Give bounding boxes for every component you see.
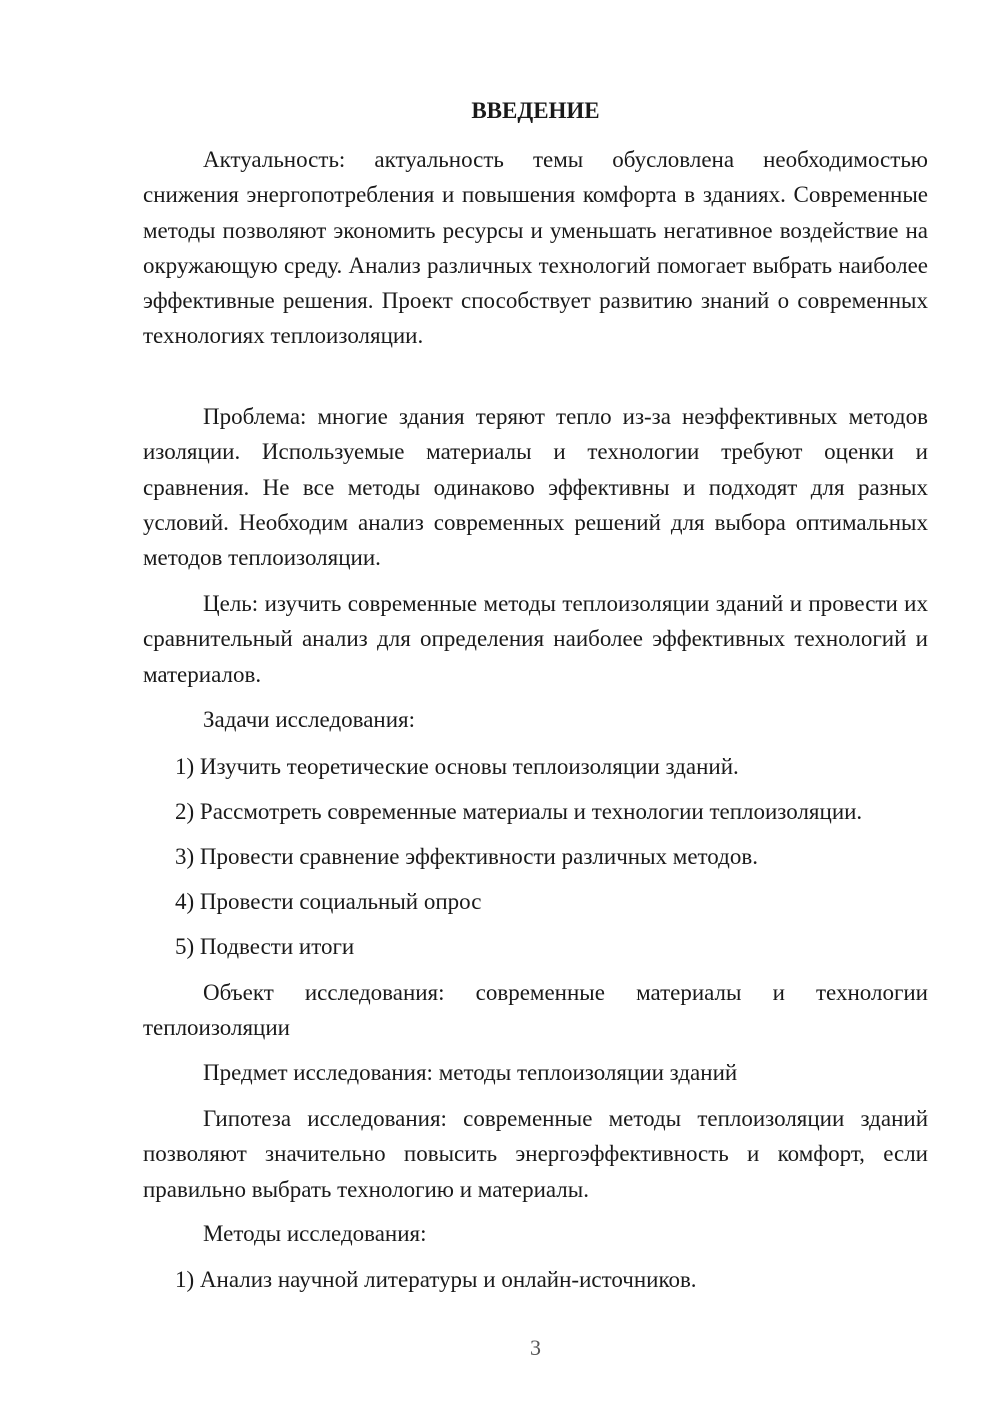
paragraph-goal: Цель: изучить современные методы теплоизоляции зданий и провести их сравнительный анализ для определения наиболее эффективных технологий и материалов. bbox=[143, 591, 928, 687]
list-item: 1) Изучить теоретические основы теплоизоляции зданий. bbox=[175, 754, 739, 779]
page-title: ВВЕДЕНИЕ bbox=[471, 98, 600, 123]
paragraph-problem: Проблема: многие здания теряют тепло из-за неэффективных методов изоляции. Используемые материалы и технологии требуют оценки и сравнения. Не все методы одинаково эффективны и подходят для разных условий. Необходим анализ современных решений для выбора оптимальных методов теплоизоляции. bbox=[143, 404, 928, 571]
paragraph-subject: Предмет исследования: методы теплоизоляции зданий bbox=[203, 1060, 738, 1085]
list-item: 1) Анализ научной литературы и онлайн-источников. bbox=[175, 1267, 697, 1292]
methods-heading: Методы исследования: bbox=[203, 1221, 427, 1246]
paragraph-object: Объект исследования: современные материалы и технологии теплоизоляции bbox=[143, 980, 928, 1041]
list-item: 3) Провести сравнение эффективности различных методов. bbox=[175, 844, 758, 869]
tasks-heading: Задачи исследования: bbox=[203, 707, 416, 732]
page-number: 3 bbox=[530, 1335, 541, 1360]
list-item: 2) Рассмотреть современные материалы и технологии теплоизоляции. bbox=[175, 799, 863, 824]
paragraph-hypothesis: Гипотеза исследования: современные методы теплоизоляции зданий позволяют значительно повысить энергоэффективность и комфорт, если правильно выбрать технологию и материалы. bbox=[143, 1106, 928, 1202]
list-item: 5) Подвести итоги bbox=[175, 934, 355, 959]
document-page bbox=[143, 0, 928, 1414]
list-item: 4) Провести социальный опрос bbox=[175, 889, 482, 914]
paragraph-relevance: Актуальность: актуальность темы обусловлена необходимостью снижения энергопотребления и повышения комфорта в зданиях. Современные методы позволяют экономить ресурсы и уменьшать негативное воздействие на окружающую среду. Анализ различных технологий помогает выбрать наиболее эффективные решения. Проект способствует развитию знаний о современных технологиях теплоизоляции. bbox=[143, 147, 928, 349]
